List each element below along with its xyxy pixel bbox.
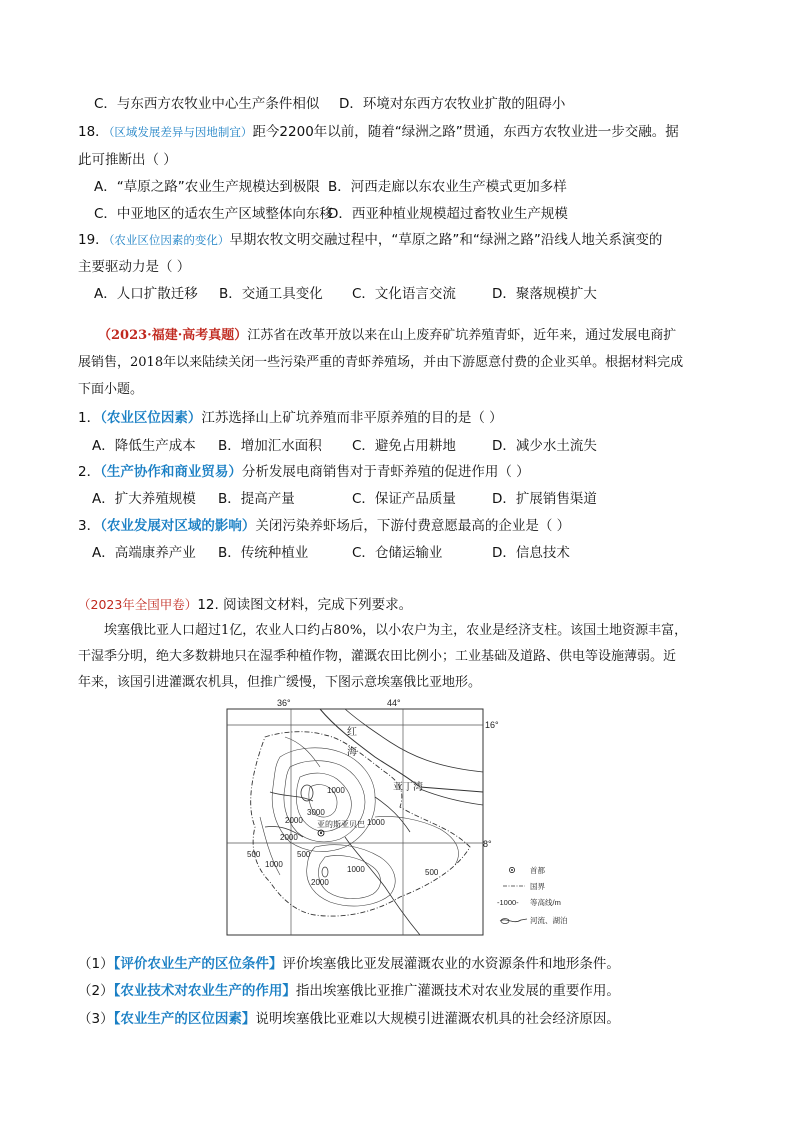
- red-sea-coastline: [320, 709, 483, 792]
- legend-border-label: 国界: [530, 882, 545, 891]
- fujian-q1-tag: （农业区位因素）: [100, 410, 202, 426]
- legend-contour-label: 等高线/m: [530, 898, 561, 907]
- q18-option-b: B．河西走廊以东农业生产模式更加多样: [328, 179, 567, 195]
- river-1: [270, 792, 313, 801]
- contour-label-9: 2000: [311, 878, 329, 887]
- q19-option-b: B．交通工具变化: [219, 286, 323, 302]
- q18-stem1: 距今2200年以前，随着“绿洲之路”贯通，东西方农牧业进一步交融。据: [252, 124, 679, 140]
- fujian-q1-number: 1．: [78, 410, 101, 426]
- fujian-q1-option-b: B．增加汇水面积: [218, 438, 322, 454]
- sub1-number: （1）: [78, 956, 114, 972]
- fujian-q2-stem: [78, 463, 530, 481]
- fujian-q2-number: 2．: [78, 464, 101, 480]
- fujian-text3: 下面小题。: [78, 382, 144, 397]
- q17-option-c: C．与东西方农牧业中心生产条件相似: [94, 96, 320, 112]
- contour-label-4: 2000: [280, 833, 298, 842]
- legend-contour-sample: -1000-: [497, 898, 519, 907]
- national-stem: 12. 阅读图文材料，完成下列要求。: [197, 597, 413, 613]
- q18-tag: （区域发展差异与因地制宜）: [108, 125, 253, 139]
- fujian-q3-option-b: B．传统种植业: [218, 545, 309, 561]
- q18-options-ab: [94, 178, 567, 196]
- fujian-q2-options: [92, 490, 597, 508]
- sub3-number: （3）: [78, 1011, 114, 1027]
- fujian-q2-option-a: A．扩大养殖规模: [92, 491, 196, 507]
- fujian-text2: 展销售，2018年以来陆续关闭一些污染严重的青虾养殖场，并由下游愿意付费的企业买单。根据材料完成: [78, 355, 684, 370]
- contour-label-1: 1000: [327, 786, 345, 795]
- map-lon-label-44: 44°: [387, 698, 401, 708]
- national-source: （2023年全国甲卷）: [78, 597, 198, 612]
- q19-stem-line1: [78, 231, 662, 249]
- sub-question-3: [78, 1010, 620, 1028]
- sub2-text: 指出埃塞俄比亚推广灌溉技术对农业发展的重要作用。: [295, 983, 620, 999]
- legend-river-label: 河流、湖泊: [530, 916, 568, 925]
- contour-label-8: 1000: [265, 860, 283, 869]
- arabian-coastline: [345, 709, 483, 772]
- contour-label-7: 500: [297, 850, 311, 859]
- contour-east-500: [375, 817, 459, 866]
- national-text3: 年来，该国引进灌溉农机具，但推广缓慢，下图示意埃塞俄比亚地形。: [78, 675, 482, 690]
- sub-question-2: [78, 982, 620, 1000]
- sub2-tag: 【农业技术对农业生产的作用】: [113, 983, 296, 999]
- river-3: [345, 837, 420, 935]
- national-text1: 埃塞俄比亚人口超过1亿，农业人口约占80%，以小农户为主，农业是经济支柱。该国土地资源丰富，: [104, 623, 688, 638]
- fujian-q1-option-d: D．减少水土流失: [492, 438, 597, 454]
- q17-options-cd: [94, 95, 565, 113]
- q19-option-c: C．文化语言交流: [352, 286, 456, 302]
- contour-label-6: 500: [247, 850, 261, 859]
- national-question-header: [78, 596, 412, 614]
- national-text2: 干湿季分明，绝大多数耕地只在湿季种植作物，灌溉农田比例小；工业基础及道路、供电等设施薄弱。近: [78, 649, 677, 664]
- q19-option-d: D．聚落规模扩大: [492, 286, 597, 302]
- sub-question-1: [78, 955, 620, 973]
- fujian-q3-text: 关闭污染养虾场后，下游付费意愿最高的企业是（ ）: [255, 518, 571, 534]
- rivers: [265, 792, 420, 935]
- fujian-material-line1: [98, 327, 676, 345]
- fujian-q2-tag: （生产协作和商业贸易）: [100, 464, 242, 480]
- contour-label-10: 1000: [347, 865, 365, 874]
- map-lat-label-8: 8°: [483, 839, 492, 849]
- q18-number: 18．: [78, 124, 109, 140]
- legend-capital-label: 首都: [530, 866, 545, 875]
- contour-2000: [284, 761, 365, 842]
- sub3-text: 说明埃塞俄比亚难以大规模引进灌溉农机具的社会经济原因。: [255, 1011, 620, 1027]
- q18-options-cd: [94, 205, 568, 223]
- q18-stem2: 此可推断出（ ）: [78, 152, 177, 168]
- q18-option-c: C．中亚地区的适农生产区域整体向东移: [94, 206, 333, 222]
- q19-option-a: A．人口扩散迁移: [94, 286, 198, 302]
- sub2-number: （2）: [78, 983, 114, 999]
- q19-stem2: 主要驱动力是（ ）: [78, 259, 191, 275]
- map-lon-label-36: 36°: [277, 698, 291, 708]
- fujian-q3-number: 3．: [78, 518, 101, 534]
- sub1-text: 评价埃塞俄比亚发展灌溉农业的水资源条件和地形条件。: [282, 956, 620, 972]
- gulf-label: 亚丁湾: [393, 782, 423, 793]
- contour-label-11: 500: [425, 868, 439, 877]
- contour-south-1000: [307, 845, 396, 906]
- capital-label: 亚的斯亚贝巴: [317, 820, 365, 829]
- rift-lake: [322, 867, 328, 877]
- q19-stem1: 早期农牧文明交融过程中，“草原之路”和“绿洲之路”沿线人地关系演变的: [229, 232, 663, 248]
- fujian-text1: 江苏省在改革开放以来在山上废弃矿坑养殖青虾，近年来，通过发展电商扩: [247, 328, 677, 343]
- fujian-q1-text: 江苏选择山上矿坑养殖而非平原养殖的目的是（ ）: [201, 410, 503, 426]
- fujian-q2-option-d: D．扩展销售渠道: [492, 491, 597, 507]
- fujian-q3-options: [92, 544, 570, 562]
- fujian-q3-option-d: D．信息技术: [492, 545, 570, 561]
- legend-river-icon: [500, 919, 527, 922]
- q19-number: 19．: [78, 232, 109, 248]
- fujian-q2-option-b: B．提高产量: [218, 491, 295, 507]
- capital-marker-dot: [320, 832, 322, 834]
- q18-option-d: D．西亚种植业规模超过畜牧业生产规模: [328, 206, 568, 222]
- sub3-tag: 【农业生产的区位因素】: [113, 1011, 256, 1027]
- q19-options: [94, 285, 597, 303]
- fujian-q2-option-c: C．保证产品质量: [352, 491, 456, 507]
- fujian-q3-tag: （农业发展对区域的影响）: [100, 518, 256, 534]
- fujian-q3-stem: [78, 517, 570, 535]
- fujian-q1-options: [92, 437, 597, 455]
- contour-label-3: 3000: [307, 808, 325, 817]
- ethiopia-topographic-map: [225, 697, 570, 937]
- q18-option-a: A．“草原之路”农业生产规模达到极限: [94, 179, 320, 195]
- map-legend: [497, 865, 568, 925]
- fujian-q2-text: 分析发展电商销售对于青虾养殖的促进作用（ ）: [241, 464, 530, 480]
- fujian-q3-option-a: A．高端康养产业: [92, 545, 196, 561]
- contour-label-5: 1000: [367, 818, 385, 827]
- fujian-source: （2023·福建·高考真题）: [98, 328, 248, 343]
- fujian-q1-option-c: C．避免占用耕地: [352, 438, 456, 454]
- q18-stem-line1: [78, 123, 679, 141]
- fujian-q1-option-a: A．降低生产成本: [92, 438, 196, 454]
- fujian-q1-stem: [78, 409, 503, 427]
- sub1-tag: 【评价农业生产的区位条件】: [113, 956, 283, 972]
- q17-option-d: D．环境对东西方农牧业扩散的阻碍小: [339, 96, 566, 112]
- map-lat-label-16: 16°: [485, 720, 499, 730]
- fujian-q3-option-c: C．仓储运输业: [352, 545, 443, 561]
- q19-tag: （农业区位因素的变化）: [108, 233, 230, 247]
- red-sea-label-1: 红: [347, 727, 357, 738]
- contour-label-2: 2000: [285, 816, 303, 825]
- red-sea-label-2: 海: [347, 747, 357, 758]
